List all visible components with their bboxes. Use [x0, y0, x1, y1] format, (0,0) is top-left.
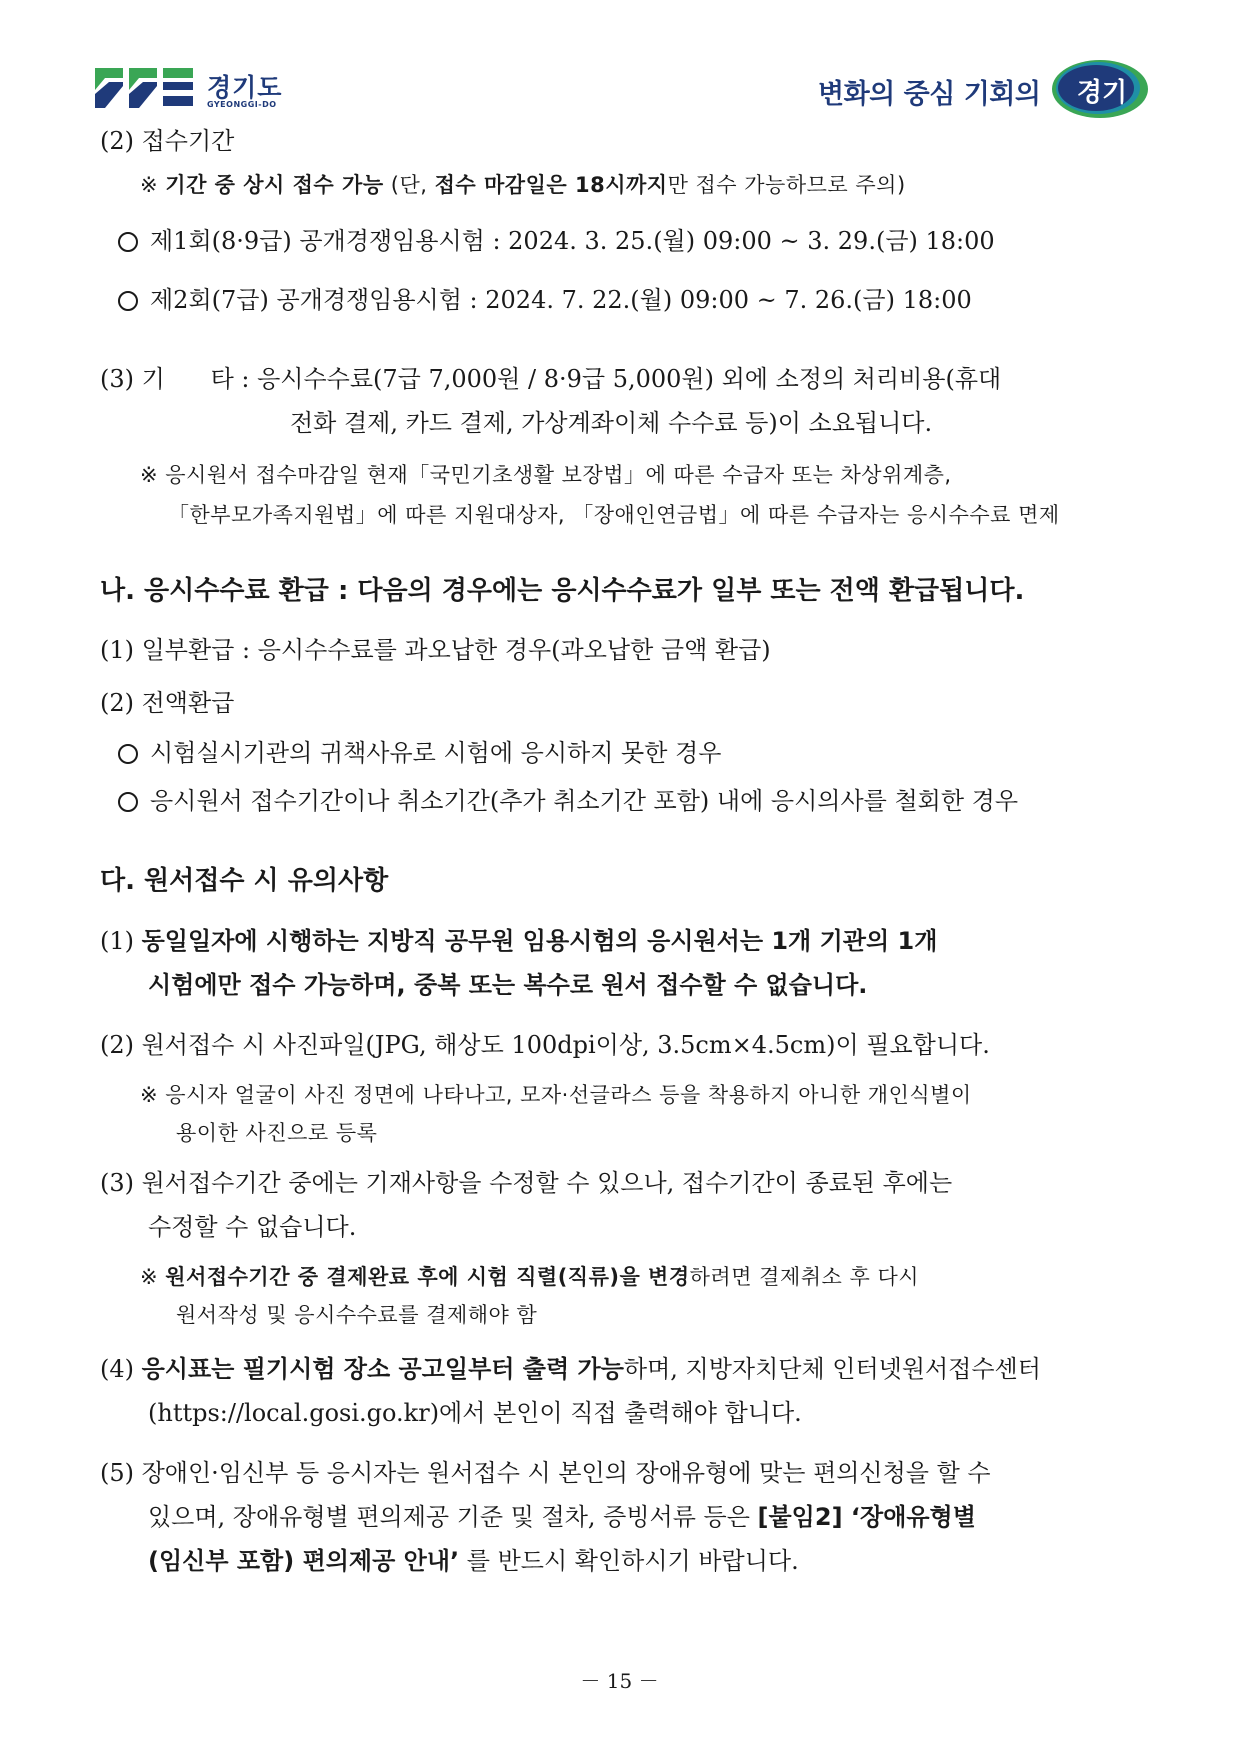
section-2-title: (2) 접수기간 — [100, 127, 235, 155]
circle-bullet-icon — [118, 744, 138, 764]
item-bold-text: 동일일자에 시행하는 지방직 공무원 임용시험의 응시원서는 1개 기관의 1개 — [141, 927, 938, 955]
section-3-line-1: (3) 기 타 : 응시수수료(7급 7,000원 / 8·9급 5,000원) 외에 소정의 처리비용(휴대 — [100, 365, 1002, 393]
na-full-refund: (2) 전액환급 — [100, 689, 235, 717]
item-rest-text: 하며, 지방자치단체 인터넷원서접수센터 — [623, 1355, 1041, 1383]
da-item-5-line-1: (5) 장애인·임신부 등 응시자는 원서접수 시 본인의 장애유형에 맞는 편의신청을 할 수 — [100, 1459, 991, 1487]
item-text: 시험실시기관의 귀책사유로 시험에 응시하지 못한 경우 — [150, 739, 722, 767]
badge-text: 경기 — [1076, 78, 1128, 108]
circle-bullet-icon — [118, 232, 138, 252]
section-3-note-2: 「한부모가족지원법」에 따른 지원대상자, 「장애인연금법」에 따른 수급자는 응시수수료 면제 — [168, 503, 1060, 527]
note-mid-1: (단, — [390, 173, 435, 197]
section-2-note — [140, 170, 906, 200]
da-item-2-note-2: 용이한 사진으로 등록 — [176, 1121, 378, 1145]
da-item-2-note-1: ※ 응시자 얼굴이 사진 정면에 나타나고, 모자·선글라스 등을 착용하지 아니한 개인식별이 — [140, 1083, 972, 1107]
item-bold-text: (임신부 포함) 편의제공 안내’ — [148, 1547, 460, 1575]
da-item-2: (2) 원서접수 시 사진파일(JPG, 해상도 100dpi이상, 3.5cm×4.5cm)이 필요합니다. — [100, 1031, 990, 1059]
note-bold-1: 기간 중 상시 접수 가능 — [165, 173, 384, 197]
da-item-5-line-2 — [148, 1502, 976, 1532]
slogan-logo — [818, 58, 1148, 120]
da-item-3-line-2: 수정할 수 없습니다. — [148, 1213, 357, 1241]
section-2-item-2 — [118, 285, 972, 315]
note-mark: ※ — [140, 1265, 166, 1289]
gyeonggi-logo — [95, 68, 295, 112]
da-item-1-line-2: 시험에만 접수 가능하며, 중복 또는 복수로 원서 접수할 수 없습니다. — [148, 971, 868, 999]
item-text: 있으며, 장애유형별 편의제공 기준 및 절차, 증빙서류 등은 — [148, 1503, 758, 1531]
item-number: (4) — [100, 1355, 142, 1383]
na-full-refund-item-1 — [118, 738, 721, 768]
note-mid-2: 만 접수 가능하므로 주의) — [667, 173, 906, 197]
item-rest-text: 를 반드시 확인하시기 바랍니다. — [459, 1547, 799, 1575]
slogan-text: 변화의 중심 기회의 — [818, 79, 1041, 110]
na-full-refund-item-2 — [118, 786, 1018, 816]
item-bold-text: [붙임2] ‘장애유형별 — [757, 1503, 976, 1531]
na-partial-refund: (1) 일부환급 : 응시수수료를 과오납한 경우(과오납한 금액 환급) — [100, 636, 771, 664]
note-rest: 하려면 결제취소 후 다시 — [689, 1265, 920, 1289]
logo-korean-text: 경기도 — [207, 73, 283, 102]
item-text: 제1회(8·9급) 공개경쟁임용시험 : 2024. 3. 25.(월) 09:00 ~ 3. 29.(금) 18:00 — [150, 227, 995, 255]
page-header — [0, 0, 1239, 130]
item-text: 응시원서 접수기간이나 취소기간(추가 취소기간 포함) 내에 응시의사를 철회한 경우 — [150, 787, 1019, 815]
logo-english-text: GYEONGGI-DO — [207, 100, 277, 109]
da-item-4-line-1 — [100, 1354, 1041, 1384]
note-mark: ※ — [140, 173, 166, 197]
item-number: (1) — [100, 927, 142, 955]
da-item-1-line-1 — [100, 926, 937, 956]
page-number: － 15 － — [580, 1669, 659, 1693]
note-bold-2: 접수 마감일은 18시까지 — [434, 173, 668, 197]
da-item-3-note-2: 원서작성 및 응시수수료를 결제해야 함 — [176, 1303, 538, 1327]
note-bold: 원서접수기간 중 결제완료 후에 시험 직렬(직류)을 변경 — [165, 1265, 690, 1289]
circle-bullet-icon — [118, 291, 138, 311]
heading-na: 나. 응시수수료 환급 : 다음의 경우에는 응시수수료가 일부 또는 전액 환급됩니다. — [100, 576, 1025, 606]
section-3-note-1: ※ 응시원서 접수마감일 현재「국민기초생활 보장법」에 따른 수급자 또는 차상위계층, — [140, 463, 952, 487]
circle-bullet-icon — [118, 792, 138, 812]
gyeonggi-logo-mark-icon — [95, 68, 195, 108]
section-3-line-2: 전화 결제, 카드 결제, 가상계좌이체 수수료 등)이 소요됩니다. — [290, 409, 933, 437]
da-item-3-note-1 — [140, 1262, 919, 1292]
da-item-5-line-3 — [148, 1546, 799, 1576]
section-2-item-1 — [118, 226, 995, 256]
item-text: 제2회(7급) 공개경쟁임용시험 : 2024. 7. 22.(월) 09:00 ~ 7. 26.(금) 18:00 — [150, 286, 972, 314]
da-item-3-line-1: (3) 원서접수기간 중에는 기재사항을 수정할 수 있으나, 접수기간이 종료된 후에는 — [100, 1169, 953, 1197]
da-item-4-line-2: (https://local.gosi.go.kr)에서 본인이 직접 출력해야 합니다. — [148, 1399, 802, 1427]
heading-da: 다. 원서접수 시 유의사항 — [100, 866, 389, 896]
item-bold-text: 응시표는 필기시험 장소 공고일부터 출력 가능 — [141, 1355, 624, 1383]
